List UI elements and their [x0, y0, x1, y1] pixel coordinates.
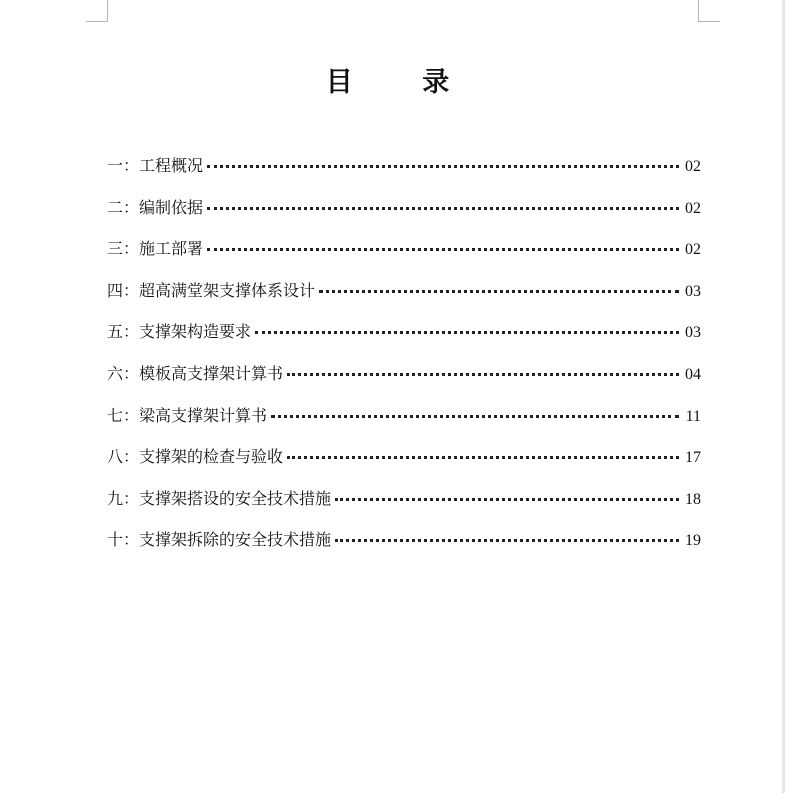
toc-entry-page: 17: [685, 449, 701, 467]
toc-entry-page: 02: [685, 158, 701, 175]
crop-mark-top-right: [698, 0, 720, 22]
toc-entry-page: 04: [685, 365, 701, 383]
toc-entry-page: 19: [685, 532, 701, 550]
toc-dot-leader: [287, 373, 679, 376]
toc-dot-leader: [287, 456, 679, 459]
toc-entry-label: 三：施工部署: [107, 239, 204, 259]
toc-entry-label: 八：支撑架的检查与验收: [107, 447, 284, 467]
toc-dot-leader: [207, 207, 679, 210]
toc-entry-label: 四：超高满堂架支撑体系设计: [107, 280, 316, 300]
toc-entry-page: 03: [685, 282, 701, 300]
toc-dot-leader: [335, 539, 679, 542]
toc-entry-page: 18: [685, 490, 701, 508]
toc-entry[interactable]: [107, 317, 701, 359]
toc-entry-label: 十：支撑架拆除的安全技术措施: [107, 530, 332, 550]
toc-entry-page: 03: [685, 324, 701, 342]
toc-entry-label: 五：支撑架构造要求: [107, 322, 252, 342]
toc-entry[interactable]: [107, 484, 701, 526]
toc-entry[interactable]: [107, 193, 701, 235]
toc-entry[interactable]: [107, 276, 701, 318]
toc-entry[interactable]: [107, 234, 701, 276]
toc-dot-leader: [271, 415, 679, 418]
toc-dot-leader: [319, 290, 679, 293]
toc-list: [107, 151, 701, 567]
toc-entry-label: 六：模板高支撑架计算书: [107, 363, 284, 383]
toc-entry[interactable]: [107, 151, 701, 193]
toc-entry[interactable]: [107, 359, 701, 401]
toc-entry-label: 七：梁高支撑架计算书: [107, 405, 268, 425]
toc-dot-leader: [207, 248, 679, 251]
toc-entry-label: 九：支撑架搭设的安全技术措施: [107, 488, 332, 508]
toc-dot-leader: [207, 165, 679, 168]
toc-dot-leader: [255, 331, 679, 334]
toc-entry-label: 二：编制依据: [107, 197, 204, 217]
toc-entry-page: 11: [685, 407, 701, 425]
toc-entry[interactable]: [107, 442, 701, 484]
toc-dot-leader: [335, 498, 679, 501]
crop-mark-top-left: [86, 0, 108, 22]
toc-title: 目 录: [325, 67, 480, 98]
toc-entry-label: 一：工程概况: [107, 156, 204, 175]
toc-entry[interactable]: [107, 525, 701, 567]
toc-entry[interactable]: [107, 401, 701, 443]
toc-entry-page: 02: [685, 199, 701, 217]
toc-entry-page: 02: [685, 241, 701, 259]
